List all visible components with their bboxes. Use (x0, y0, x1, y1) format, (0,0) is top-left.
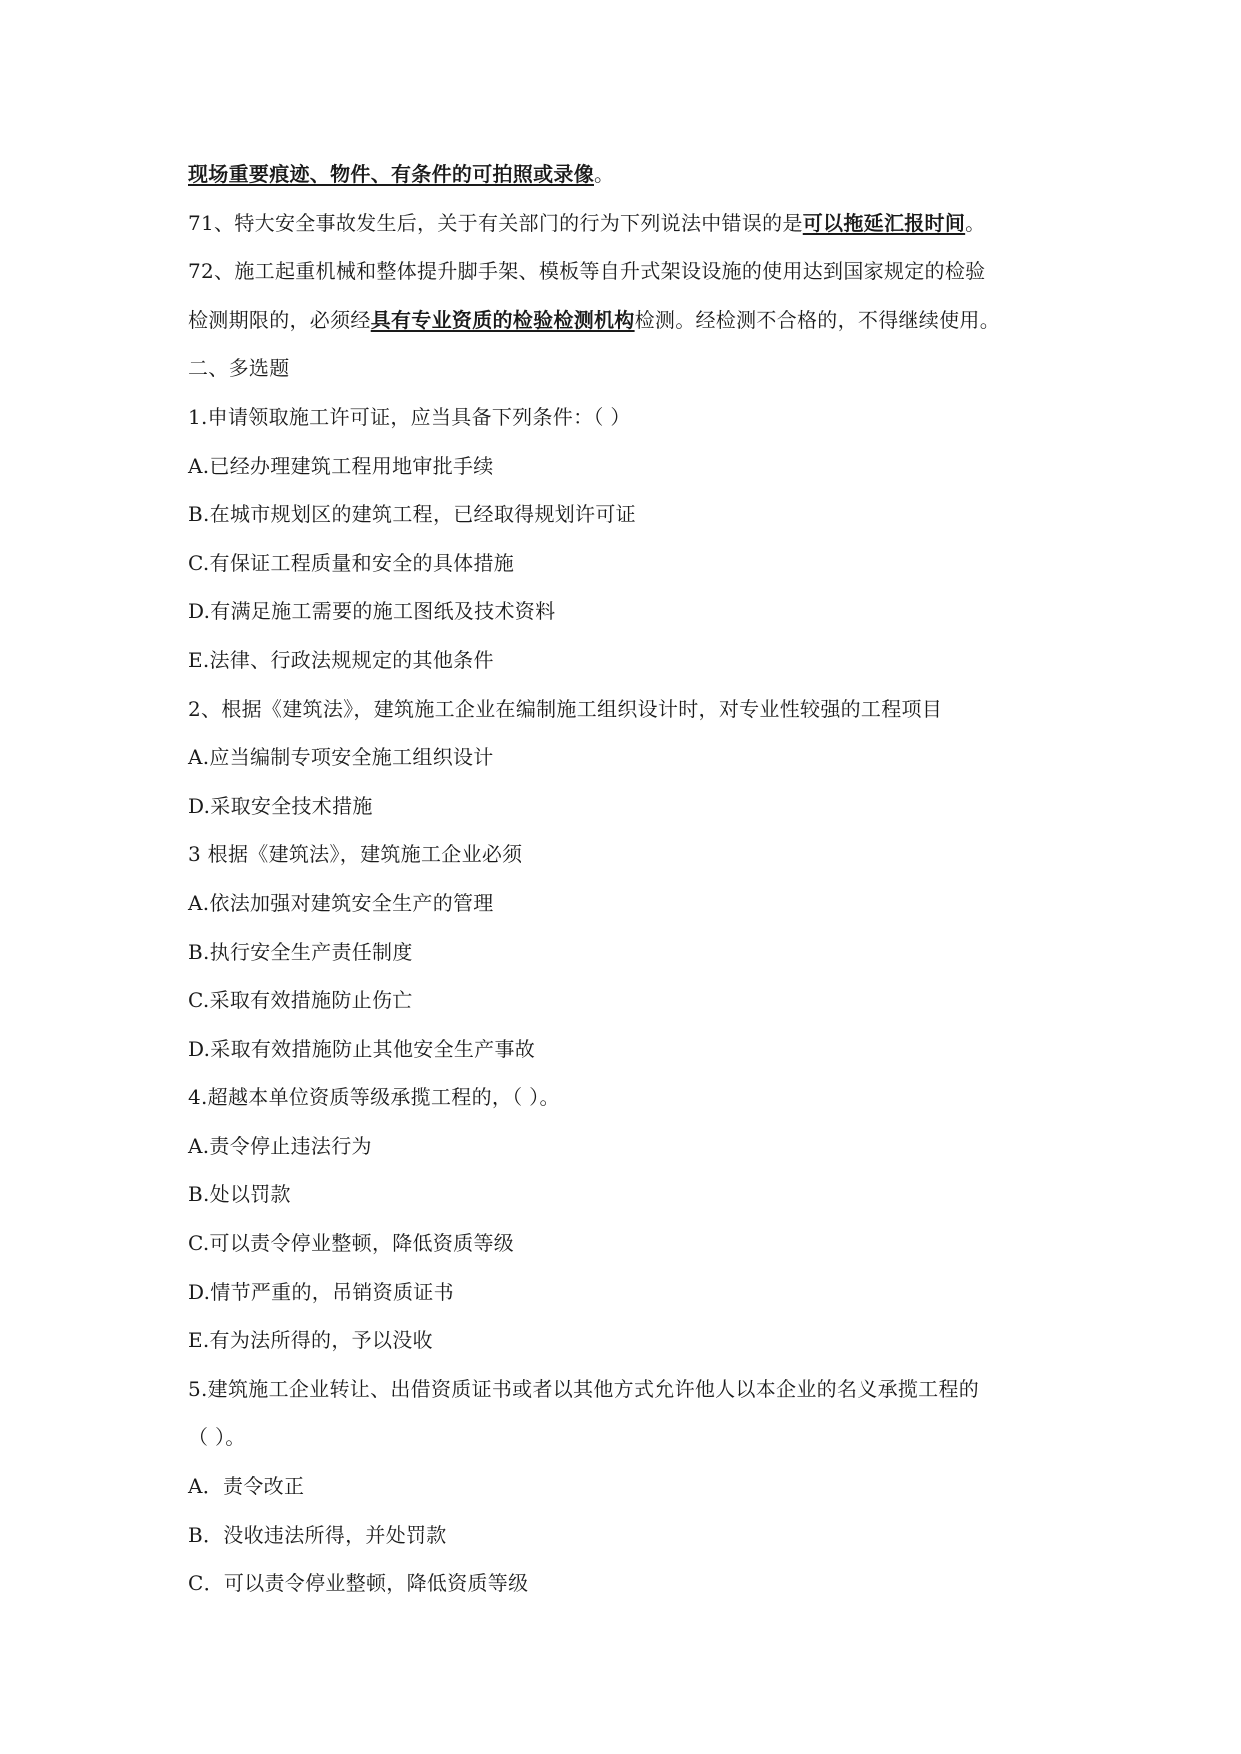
text-line (188, 344, 1068, 393)
text-line (188, 1219, 1068, 1268)
text-segment: B.执行安全生产责任制度 (188, 939, 413, 964)
text-segment: （ ）。 (188, 1425, 246, 1450)
text-line (188, 830, 1068, 879)
text-line (188, 1122, 1068, 1171)
text-line (188, 733, 1068, 782)
text-line (188, 539, 1068, 588)
text-segment: C.可以责令停业整顿，降低资质等级 (188, 1231, 515, 1256)
text-segment: C．可以责令停业整顿，降低资质等级 (188, 1571, 529, 1596)
text-line (188, 879, 1068, 928)
text-line (188, 685, 1068, 734)
text-line (188, 1413, 1068, 1462)
text-segment: B.在城市规划区的建筑工程，已经取得规划许可证 (188, 502, 636, 527)
text-line (188, 199, 1068, 248)
text-segment: 。 (965, 210, 986, 235)
document-body (188, 150, 1068, 1608)
text-segment: A.已经办理建筑工程用地审批手续 (188, 453, 494, 478)
text-segment: C.采取有效措施防止伤亡 (188, 988, 413, 1013)
text-line (188, 490, 1068, 539)
text-segment: E.有为法所得的，予以没收 (188, 1328, 433, 1353)
text-segment: 71、特大安全事故发生后，关于有关部门的行为下列说法中错误的是 (188, 210, 803, 235)
text-segment: 检测。经检测不合格的，不得继续使用。 (634, 307, 1001, 332)
text-segment: B.处以罚款 (188, 1182, 291, 1207)
text-line (188, 1462, 1068, 1511)
text-segment: A．责令改正 (188, 1474, 305, 1499)
text-segment: 72、施工起重机械和整体提升脚手架、模板等自升式架设设施的使用达到国家规定的检验 (188, 259, 986, 284)
text-segment: 检测期限的，必须经 (188, 307, 371, 332)
text-segment: 4.超越本单位资质等级承揽工程的，（ ）。 (188, 1085, 560, 1110)
text-segment: D.有满足施工需要的施工图纸及技术资料 (188, 599, 556, 624)
text-segment: 二、多选题 (188, 356, 290, 381)
text-segment: A.依法加强对建筑安全生产的管理 (188, 890, 494, 915)
text-line (188, 150, 1068, 199)
text-line (188, 636, 1068, 685)
text-line (188, 928, 1068, 977)
text-line (188, 1316, 1068, 1365)
text-line (188, 976, 1068, 1025)
text-line (188, 1073, 1068, 1122)
text-segment: 3 根据《建筑法》，建筑施工企业必须 (188, 842, 523, 867)
text-line (188, 782, 1068, 831)
text-segment: C.有保证工程质量和安全的具体措施 (188, 550, 515, 575)
text-line (188, 1511, 1068, 1560)
answer-underlined: 现场重要痕迹、物件、有条件的可拍照或录像 (188, 162, 594, 186)
text-line (188, 393, 1068, 442)
text-segment: D.采取安全技术措施 (188, 793, 373, 818)
text-line (188, 247, 1068, 296)
text-segment: 2、根据《建筑法》，建筑施工企业在编制施工组织设计时，对专业性较强的工程项目 (188, 696, 943, 721)
text-segment: A.应当编制专项安全施工组织设计 (188, 745, 494, 770)
text-segment: E.法律、行政法规规定的其他条件 (188, 647, 494, 672)
text-line (188, 1268, 1068, 1317)
text-line (188, 587, 1068, 636)
text-line (188, 1365, 1068, 1414)
text-segment: 。 (594, 162, 615, 186)
text-line (188, 1025, 1068, 1074)
text-segment: B．没收违法所得，并处罚款 (188, 1522, 447, 1547)
text-line (188, 296, 1068, 345)
text-line (188, 1170, 1068, 1219)
answer-underlined: 可以拖延汇报时间 (802, 210, 966, 235)
text-segment: D.情节严重的，吊销资质证书 (188, 1279, 454, 1304)
text-segment: A.责令停止违法行为 (188, 1133, 372, 1158)
text-segment: 5.建筑施工企业转让、出借资质证书或者以其他方式允许他人以本企业的名义承揽工程的 (188, 1376, 980, 1401)
text-segment: 1.申请领取施工许可证，应当具备下列条件：（ ） (188, 404, 631, 429)
text-line (188, 442, 1068, 491)
text-segment: D.采取有效措施防止其他安全生产事故 (188, 1036, 536, 1061)
text-line (188, 1559, 1068, 1608)
answer-underlined: 具有专业资质的检验检测机构 (370, 307, 635, 332)
